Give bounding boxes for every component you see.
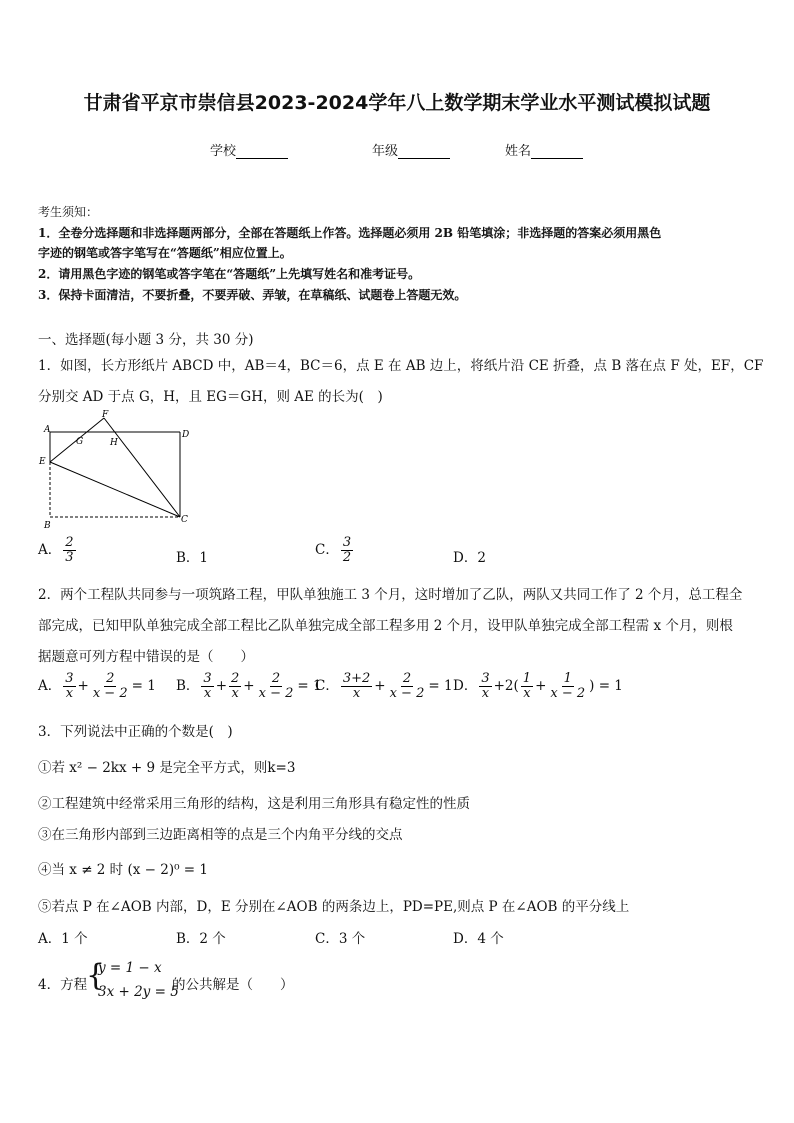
school-field [210, 140, 288, 159]
q1-figure [36, 410, 196, 532]
q1-stem-line2: 分别交 AD 于点 G，H，且 EG＝GH，则 AE 的长为( ) [38, 389, 383, 405]
grade-blank [398, 146, 450, 159]
q2-stem-line1: 2．两个工程队共同参与一项筑路工程，甲队单独施工 3 个月，这时增加了乙队，两队又共同工作了 2 个月，总工程全 [38, 587, 743, 603]
notice-heading: 考生须知： [38, 205, 99, 219]
label-H: H [110, 438, 118, 448]
grade-field [372, 140, 450, 159]
q3-item-2: ②工程建筑中经常采用三角形的结构，这是利用三角形具有稳定性的性质 [38, 796, 470, 812]
q2-option-b[interactable]: B． $\frac{3}{x}$ + $\frac{2}{x}$ + $\frac{2}{x - 2}$ = 1 [176, 671, 322, 701]
page-title: 甘肃省平京市崇信县2023-2024学年八上数学期末学业水平测试模拟试题 [83, 92, 711, 114]
q3-option-a[interactable]: A．1 个 [38, 931, 88, 947]
q3-stem: 3．下列说法中正确的个数是( ) [38, 724, 233, 740]
q3-item-1: ①若 x² − 2kx + 9 是完全平方式，则k=3 [38, 760, 296, 776]
q1-option-a[interactable]: A． $\frac{2}{3}$ [38, 535, 74, 565]
notice-line-1: 1．全卷分选择题和非选择题两部分，全部在答题纸上作答。选择题必须用 2B 铅笔填涂；非选择题的答案必须用黑色 [38, 226, 662, 240]
label-A: A [44, 425, 51, 435]
q1-stem-line1: 1．如图，长方形纸片 ABCD 中，AB＝4，BC＝6，点 E 在 AB 边上，将纸片沿 CE 折叠，点 B 落在点 F 处，EF，CF [38, 358, 764, 374]
q3-option-b[interactable]: B．2 个 [176, 931, 226, 947]
q2-stem-line2: 部完成，已知甲队单独完成全部工程比乙队单独完成全部工程多用 2 个月，设甲队单独完成全部工程需 x 个月，则根 [38, 618, 733, 634]
notice-line-3: 2．请用黑色字迹的钢笔或答字笔在“答题纸”上先填写姓名和准考证号。 [38, 267, 421, 281]
q1-option-b[interactable]: B．1 [176, 550, 209, 566]
q1-option-c[interactable]: C． $\frac{3}{2}$ [315, 535, 352, 565]
q4-prefix: 4．方程 [38, 977, 88, 993]
q3-item-3: ③在三角形内部到三边距离相等的点是三个内角平分线的交点 [38, 827, 403, 843]
q4-brace: { [86, 958, 106, 993]
name-label: 姓名 [505, 144, 532, 159]
q3-item-4: ④当 x ≠ 2 时 (x − 2)⁰ = 1 [38, 862, 208, 878]
q4-equation-1: y = 1 − x [98, 960, 162, 976]
name-blank [531, 146, 583, 159]
label-D: D [182, 430, 190, 440]
school-label: 学校 [210, 144, 237, 159]
label-B: B [44, 521, 51, 531]
q2-option-c[interactable]: C． $\frac{3+2}{x}$ + $\frac{2}{x - 2}$ = 1 [315, 671, 453, 701]
q2-option-d[interactable]: D． $\frac{3}{x}$ +2( $\frac{1}{x}$ + $\frac{1}{x - 2}$ ) = 1 [453, 671, 623, 701]
grade-label: 年级 [372, 144, 399, 159]
school-blank [236, 146, 288, 159]
q4-equation-2: 3x + 2y = 5 [98, 984, 179, 1000]
q3-option-c[interactable]: C．3 个 [315, 931, 366, 947]
q1-option-d[interactable]: D．2 [453, 550, 486, 566]
section-heading: 一、选择题(每小题 3 分，共 30 分) [38, 332, 254, 348]
label-C: C [181, 515, 188, 525]
q2-option-a[interactable]: A． $\frac{3}{x}$ + $\frac{2}{x - 2}$ = 1 [38, 671, 156, 701]
name-field [505, 140, 583, 159]
label-G: G [76, 437, 84, 447]
notice-line-2: 字迹的钢笔或答字笔写在“答题纸”相应位置上。 [38, 246, 292, 260]
q4-suffix: 的公共解是（ ） [172, 977, 294, 993]
q3-option-d[interactable]: D．4 个 [453, 931, 504, 947]
label-F: F [102, 410, 109, 420]
label-E: E [39, 457, 46, 467]
q2-stem-line3: 据题意可列方程中错误的是（ ） [38, 649, 254, 665]
notice-line-4: 3．保持卡面清洁，不要折叠，不要弄破、弄皱，在草稿纸、试题卷上答题无效。 [38, 288, 467, 302]
q3-item-5: ⑤若点 P 在∠AOB 内部，D，E 分别在∠AOB 的两条边上，PD=PE,则点 P 在∠AOB 的平分线上 [38, 899, 630, 915]
